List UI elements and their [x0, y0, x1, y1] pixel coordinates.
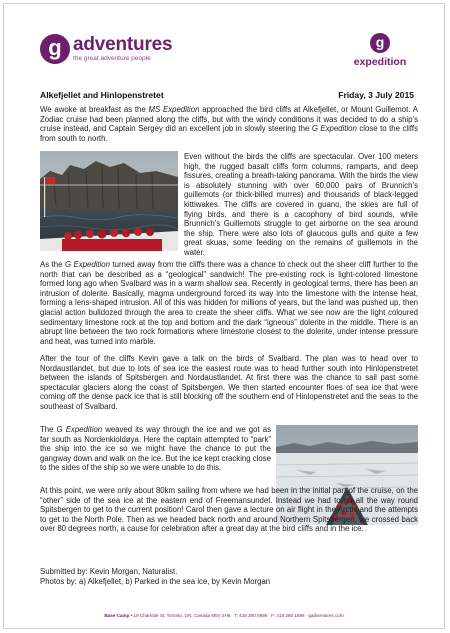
title-row [40, 90, 414, 100]
gadventures-logo [40, 34, 172, 64]
paragraph-4: After the tour of the cliffs Kevin gave a talk on the birds of Svalbard. The plan was to head over to Nordaustlandet, but due to lots of sea ice the easiest route was to head further south into Hinlopenstretet between the islands of Spitsbergen and Nordaustlandet. At first there was the chance to sail past some spectacular glaciers along the coast of Spitsbergen. We then started encounter floes of sea ice that were coming off the dense pack ice that is still blocking off the southern end of Hinlopenstretet and the seas to the southeast of Svalbard. [40, 354, 418, 411]
footer-phone: T: 416 260 0999 [234, 613, 268, 618]
footer-fax: F: 416 260 1888 [271, 613, 305, 618]
footer-company: Base Camp [104, 613, 130, 618]
footer-website[interactable]: gadventures.com [308, 613, 344, 618]
page-title: Alkefjellet and Hinlopenstretet [40, 90, 164, 100]
document-page [3, 3, 445, 629]
paragraph-2: Even without the birds the cliffs are spectacular. Over 100 meters high, the rugged basalt cliffs form columns, ramparts, and deep fissures, creating a breath-taking panorama. With the birds the view is absolutely stunning with over 60,000 pairs of Brunnich’s guillemots (or thick-billed murres) and thousands of black-legged kittiwakes. The cliffs are covered in guano, the skies are full of flying birds, and there is a cacophony of bird sounds, while Brunnich’s Guillemots struggle to get airborne on the sea around the ship. There were also lots of glaucous gulls and quite a few great skuas, some feeding on the remains of guillemots in the water. [184, 152, 418, 257]
paragraph-1: We awoke at breakfast as the MS Expedition approached the bird cliffs at Alkefjellet, or Mount Guillemot. A Zodiac cruise had been planned along the cliffs, but with the windy conditions it was decided to do a ship’s cruise instead, and Captain Sergey did an excellent job in slowly steering the G Expedition close to the cliffs from south to north. [40, 105, 418, 143]
paragraph-6: At this point, we were only about 80km sailing from where we had been in the initial part of the cruise, on the “other” side of the sea ice at the eastern end of Freemansundet. Instead we had to go all the way round Spitsbergen to get to the current position! Carol then gave a lecture on air flight in the Arctic and the attempts to get to the North Pole. Then as we headed back north and around Northern Spitsbergen, we crossed back over 80 degrees north, a cause for celebration after a great day at the bird cliffs and in the ice. [40, 486, 418, 534]
footer [4, 613, 444, 618]
page-date: Friday, 3 July 2015 [338, 90, 414, 100]
footer-address: • 19 Charlotte St, Toronto, ON, Canada M5V 2H5 [129, 613, 231, 618]
photo-credits: Photos by: a) Alkefjellet, b) Parked in the sea ice, by Kevin Morgan [40, 576, 271, 586]
credits [40, 567, 418, 586]
expedition-logo [345, 33, 415, 68]
submitted-by: Submitted by: Kevin Morgan, Naturalist. [40, 567, 178, 576]
g-expedition-icon: g [370, 33, 390, 53]
paragraph-3: As the G Expedition turned away from the cliffs there was a chance to check out the sheer cliff further to the north that can be described as a “geological” sandwich! The pre-existing rock is light-colored limestone formed long ago when Svalbard was in a warm shallow sea. Recently in geological terms, there has been an intrusion of dolerite. Basically, magma underground forced its way into the limestone with the intense heat, forming a lens-shaped intrusion. All of this was hidden for millions of years, but the land was pushed up, then glacial action bulldozed through the area to create the sheer cliffs. What we see now are the light coloured sedimentary limestone rock at the top and bottom and the dark “igneous” dolerite in the middle. There is an abrupt line between the two rock formations where limestone closest to the dolerite, under intense pressure and heat, was turned into marble. [40, 260, 418, 346]
paragraph-5: The G Expedition weaved its way through the ice and we got as far south as Nordenkioldøya. Here the captain attempted to “park” the ship into the ice so we might have the chance to put the gangway down and walk on the ice. But the ice kept cracking close to the sides of the ship so we were unable to do this. [40, 425, 271, 473]
brand-tagline: the great adventure people [73, 55, 151, 62]
g-logo-icon: g [40, 34, 70, 64]
brand-name: adventures [73, 34, 173, 55]
expedition-label: expedition [353, 56, 407, 68]
photo-alkefjellet [40, 151, 178, 251]
